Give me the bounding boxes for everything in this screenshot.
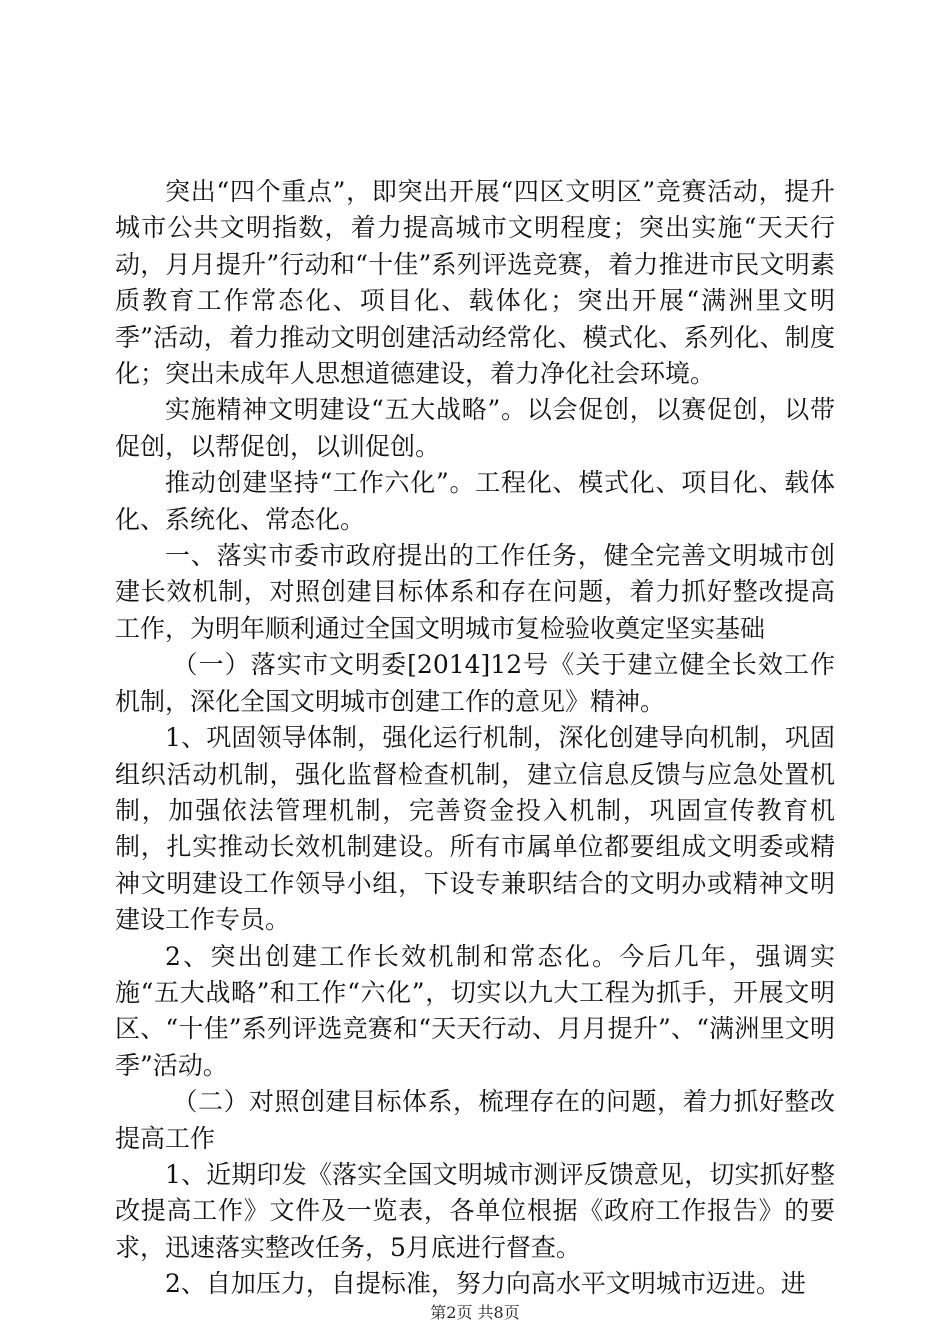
page-number-footer: 第2页 共8页 bbox=[430, 1303, 520, 1322]
list-item-2b: 2、自加压力，自提标准，努力向高水平文明城市迈进。进 bbox=[165, 1269, 806, 1299]
subsection-heading-one: （一）落实市文明委[2014]12号《关于建立健全长效工作机制，深化全国文明城市创建工作的意见》精神。 bbox=[115, 650, 835, 716]
section-heading-one: 一、落实市委市政府提出的工作任务，健全完善文明城市创建长效机制，对照创建目标体系和存在问题，着力抓好整改提高工作，为明年顺利通过全国文明城市复检验收奠定坚实基础 bbox=[115, 541, 835, 643]
list-item-1b: 1、近期印发《落实全国文明城市测评反馈意见，切实抓好整改提高工作》文件及一览表，各单位根据《政府工作报告》的要求，迅速落实整改任务，5月底进行督查。 bbox=[115, 1159, 835, 1262]
paragraph-five-strategies: 实施精神文明建设“五大战略”。以会促创，以赛促创，以带促创，以帮促创，以训促创。 bbox=[115, 395, 835, 461]
paragraph-six-standards: 推动创建坚持“工作六化”。工程化、模式化、项目化、载体化、系统化、常态化。 bbox=[115, 468, 835, 534]
list-item-2: 2、突出创建工作长效机制和常态化。今后几年，强调实施“五大战略”和工作“六化”，切实以九大工程为抓手，开展文明区、“十佳”系列评选竞赛和“天天行动、月月提升”、“满洲里文明季”活动。 bbox=[115, 941, 835, 1080]
subsection-heading-two: （二）对照创建目标体系，梳理存在的问题，着力抓好整改提高工作 bbox=[115, 1087, 835, 1153]
paragraph-four-focuses: 突出“四个重点”，即突出开展“四区文明区”竞赛活动，提升城市公共文明指数，着力提高城市文明程度；突出实施“天天行动，月月提升”行动和“十佳”系列评选竞赛，着力推进市民文明素质教育工作常态化、项目化、载体化；突出开展“满洲里文明季”活动，着力推动文明创建活动经常化、模式化、系列化、制度化；突出未成年人思想道德建设，着力净化社会环境。 bbox=[115, 177, 835, 389]
document-body bbox=[115, 174, 835, 1303]
list-item-1: 1、巩固领导体制，强化运行机制，深化创建导向机制，巩固组织活动机制，强化监督检查机制，建立信息反馈与应急处置机制，加强依法管理机制，完善资金投入机制，巩固宣传教育机制，扎实推动长效机制建设。所有市属单位都要组成文明委或精神文明建设工作领导小组，下设专兼职结合的文明办或精神文明建设工作专员。 bbox=[115, 723, 835, 935]
